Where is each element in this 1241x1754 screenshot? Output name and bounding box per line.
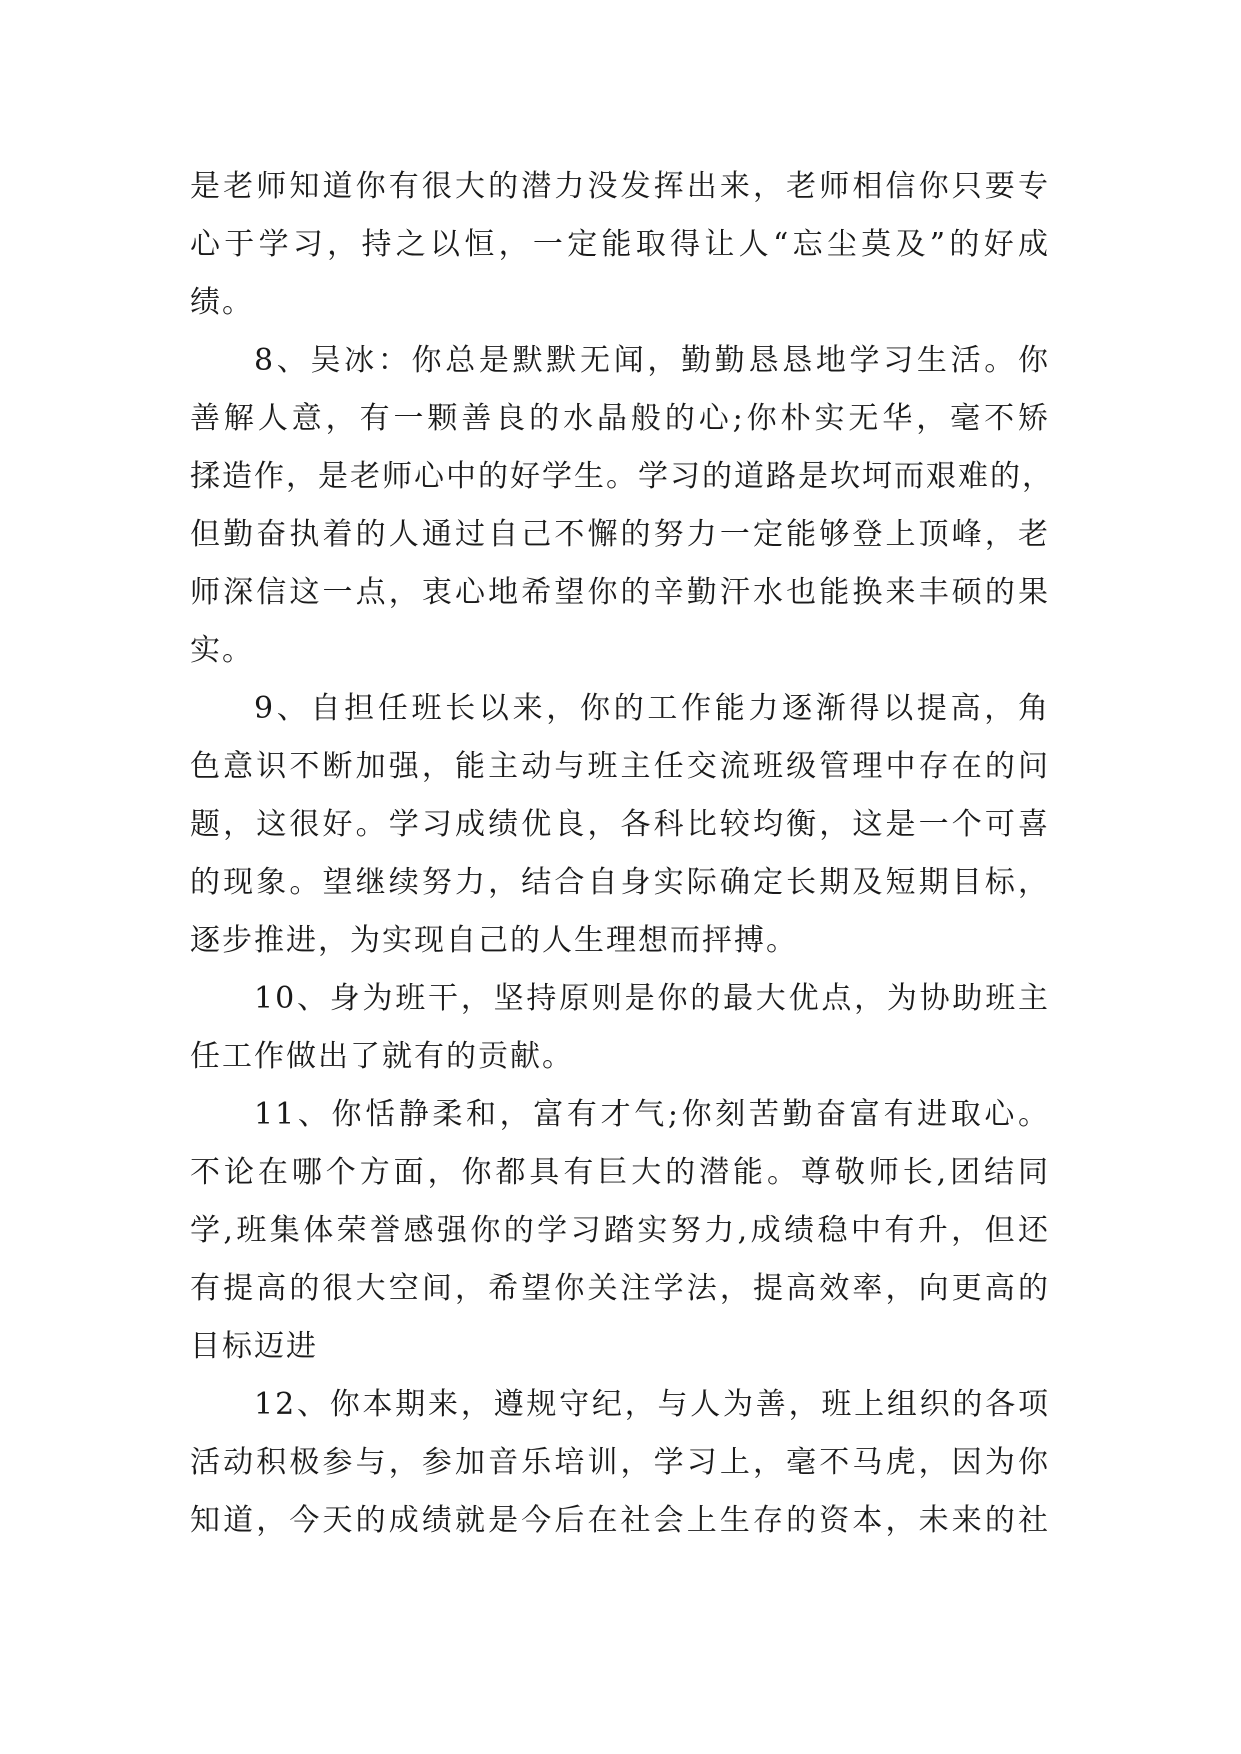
text-line: 逐步推进，为实现自己的人生理想而抨搏。 bbox=[190, 923, 798, 958]
text-line: 师深信这一点，衷心地希望你的辛勤汗水也能换来丰硕的果 bbox=[190, 575, 1050, 610]
text-line: 任工作做出了就有的贡献。 bbox=[190, 1039, 574, 1074]
paragraph-p8 bbox=[190, 332, 1054, 680]
text-line: 绩。 bbox=[190, 285, 254, 320]
text-line: 10、身为班干，坚持原则是你的最大优点，为协助班主 bbox=[254, 981, 1050, 1016]
text-line: 活动积极参与，参加音乐培训，学习上，毫不马虎，因为你 bbox=[190, 1445, 1050, 1480]
paragraph-p9 bbox=[190, 680, 1050, 970]
text-line: 揉造作，是老师心中的好学生。学习的道路是坎坷而艰难的， bbox=[190, 459, 1054, 494]
text-line: 是老师知道你有很大的潜力没发挥出来，老师相信你只要专 bbox=[190, 169, 1050, 204]
text-line: 的现象。望继续努力，结合自身实际确定长期及短期目标， bbox=[190, 865, 1050, 900]
paragraph-p10 bbox=[190, 970, 1050, 1086]
text-line: 9、自担任班长以来，你的工作能力逐渐得以提高，角 bbox=[254, 691, 1050, 726]
paragraph-p7-continued bbox=[190, 158, 1050, 332]
text-line: 题，这很好。学习成绩优良，各科比较均衡，这是一个可喜 bbox=[190, 807, 1050, 842]
text-line: 不论在哪个方面，你都具有巨大的潜能。尊敬师长,团结同 bbox=[190, 1155, 1050, 1190]
text-line: 色意识不断加强，能主动与班主任交流班级管理中存在的问 bbox=[190, 749, 1050, 784]
text-line: 但勤奋执着的人通过自己不懈的努力一定能够登上顶峰，老 bbox=[190, 517, 1050, 552]
paragraph-p12 bbox=[190, 1376, 1050, 1550]
text-line: 心于学习，持之以恒，一定能取得让人“忘尘莫及”的好成 bbox=[190, 227, 1050, 262]
document-body bbox=[190, 158, 1054, 1550]
text-line: 有提高的很大空间，希望你关注学法，提高效率，向更高的 bbox=[190, 1271, 1050, 1306]
paragraph-p11 bbox=[190, 1086, 1050, 1376]
text-line: 11、你恬静柔和，富有才气;你刻苦勤奋富有进取心。 bbox=[254, 1097, 1050, 1132]
text-line: 8、吴冰：你总是默默无闻，勤勤恳恳地学习生活。你 bbox=[254, 343, 1050, 378]
text-line: 善解人意，有一颗善良的水晶般的心;你朴实无华，毫不矫 bbox=[190, 401, 1050, 436]
text-line: 目标迈进 bbox=[190, 1329, 318, 1364]
text-line: 学,班集体荣誉感强你的学习踏实努力,成绩稳中有升，但还 bbox=[190, 1213, 1050, 1248]
text-line: 12、你本期来，遵规守纪，与人为善，班上组织的各项 bbox=[254, 1387, 1050, 1422]
text-line: 实。 bbox=[190, 633, 254, 668]
text-line: 知道，今天的成绩就是今后在社会上生存的资本，未来的社 bbox=[190, 1503, 1050, 1538]
